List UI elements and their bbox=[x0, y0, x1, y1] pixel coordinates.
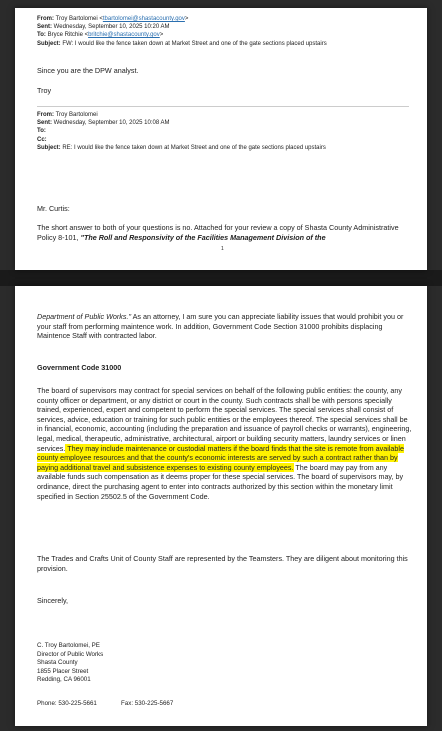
page-gap bbox=[0, 270, 442, 286]
subject-label: Subject: bbox=[37, 40, 61, 47]
email1-header: From: Troy Bartolomei <tbartolomei@shastacounty.gov> Sent: Wednesday, September 10, 2025 10:20 AM To: Bryce Ritchie <britchie@shastacounty.gov> Subject: FW: I would like the fence taken down at Market Street and one of the gate sections placed upstairs bbox=[37, 16, 327, 47]
continuation-paragraph: Department of Public Works." As an attorney, I am sure you can appreciate liability issues that would prohibit you or your staff from performing maintence work. In addition, Government Code Section 31000 prohibits displacing Maintence Staff with contracted labor. bbox=[37, 312, 404, 341]
highlighted-text: They may include maintenance or custodial matters if the board finds that the site is remote from available county employee resources and that the county's economic interests are served by such a contract rather than by paying additional travel and subsistence expenses to existing county employees. bbox=[37, 443, 405, 472]
address-line-1: 1855 Placer Street bbox=[37, 667, 89, 675]
to-label: To: bbox=[37, 32, 46, 39]
signature-block bbox=[37, 642, 103, 685]
greeting: Mr. Curtis: bbox=[37, 204, 70, 213]
signer-title: Director of Public Works bbox=[37, 650, 104, 658]
from-name: Troy Bartolomei < bbox=[55, 16, 103, 22]
fax: Fax: 530-225-5667 bbox=[121, 700, 174, 707]
sent-date: Wednesday, September 10, 2025 10:20 AM bbox=[53, 24, 170, 31]
email2-header: From: Troy Bartolomei Sent: Wednesday, September 10, 2025 10:08 AM To: Cc: Subject: RE: I would like the fence taken down at Market Street and one of the gate sections placed upstairs bbox=[37, 112, 326, 151]
document-page-1 bbox=[15, 8, 427, 270]
from-name: Troy Bartolomei bbox=[55, 112, 98, 118]
from-label: From: bbox=[37, 16, 54, 22]
policy-title-cont: Department of Public Works." bbox=[37, 312, 132, 321]
to-email-link[interactable]: britchie@shastacounty.gov bbox=[88, 32, 160, 39]
closing: Sincerely, bbox=[37, 596, 69, 605]
phone: Phone: 530-225-5661 bbox=[37, 700, 97, 707]
email1-signature: Troy bbox=[37, 86, 52, 95]
signer-organization: Shasta County bbox=[37, 659, 78, 667]
sent-date: Wednesday, September 10, 2025 10:08 AM bbox=[53, 120, 170, 127]
teamsters-paragraph: The Trades and Crafts Unit of County Staff are represented by the Teamsters. They are diligent about monitoring this provision. bbox=[37, 554, 408, 573]
subject-text: FW: I would like the fence taken down at Market Street and one of the gate sections placed upstairs bbox=[62, 40, 327, 47]
from-email-link[interactable]: tbartolomei@shastacounty.gov bbox=[102, 16, 185, 22]
sent-label: Sent: bbox=[37, 24, 52, 31]
subject-text: RE: I would like the fence taken down at Market Street and one of the gate sections placed upstairs bbox=[62, 144, 326, 151]
email1-body: Since you are the DPW analyst. bbox=[37, 66, 139, 75]
page-number: 1 bbox=[221, 246, 224, 252]
address-line-2: Redding, CA 96001 bbox=[37, 676, 91, 684]
email2-body: The short answer to both of your questions is no. Attached for your review a copy of Shasta County Administrative Policy 8-101, "The Roll and Responsivity of the Facilities Management Division of the bbox=[37, 223, 399, 242]
email-separator bbox=[37, 106, 409, 107]
policy-title: "The Roll and Responsivity of the Facilities Management Division of the bbox=[80, 232, 326, 242]
to-name: Bryce Ritchie < bbox=[47, 32, 89, 39]
signer-name: C. Troy Bartolomei, PE bbox=[37, 642, 100, 649]
section-heading: Government Code 31000 bbox=[37, 363, 122, 372]
government-code-text: The board of supervisors may contract for special services on behalf of the following public entities: the county, any county officer or department, or any district or court in the county. Such contracts shall be with persons specially trained, experienced, expert and competent to perform the special services. The special services shall consist of services, advice, education or training for such public entities or the employees thereof. The special services shall be in financial, economic, accounting (including the preparation and issuance of payroll checks or warrants), engineering, legal, medical, therapeutic, administrative, architectural, airport or building security matters, laundry services or linen services. They may include maintenance or custodial matters if the board finds that the site is remote from available county employee resources and that the county's economic interests are served by such a contract rather than by paying additional travel and subsistence expenses to existing county employees. The board may pay from any available funds such compensation as it deems proper for these special services. The board of supervisors may, by ordinance, direct the purchasing agent to enter into contracts authorized by this section within the monetary limit specified in Section 25502.5 of the Government Code. bbox=[37, 386, 412, 501]
document-page-2 bbox=[15, 286, 427, 726]
